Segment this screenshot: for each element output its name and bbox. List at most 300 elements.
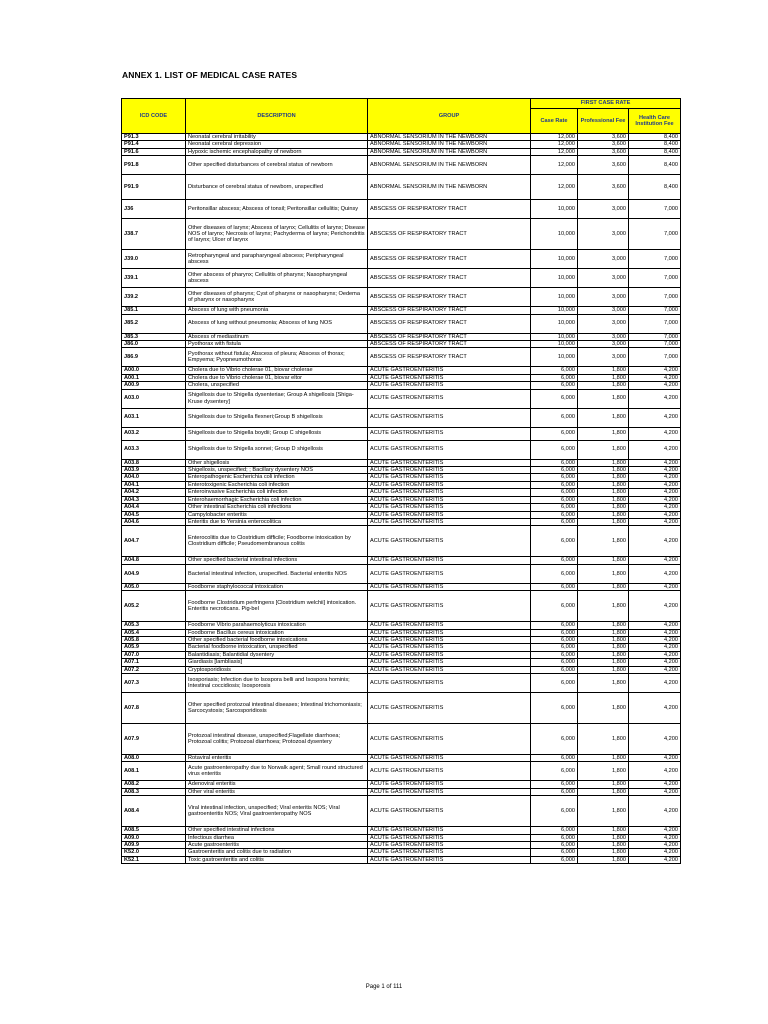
table-row bbox=[122, 341, 681, 348]
description-cell: Bacterial intestinal infection, unspecified. Bacterial enteritis NOS bbox=[186, 564, 368, 583]
table-body bbox=[122, 134, 681, 864]
professional-fee-cell: 1,800 bbox=[578, 518, 629, 525]
professional-fee-cell: 1,800 bbox=[578, 659, 629, 666]
table-row bbox=[122, 754, 681, 761]
table-row bbox=[122, 148, 681, 155]
description-cell: Infectious diarrhea bbox=[186, 834, 368, 841]
icd-code-cell: A07.9 bbox=[122, 723, 186, 754]
icd-code-cell: J85.2 bbox=[122, 314, 186, 333]
table-row bbox=[122, 564, 681, 583]
hci-fee-cell: 7,000 bbox=[629, 219, 681, 250]
group-cell: ACUTE GASTROENTERITIS bbox=[368, 827, 531, 834]
professional-fee-cell: 3,000 bbox=[578, 348, 629, 367]
group-cell: ACUTE GASTROENTERITIS bbox=[368, 644, 531, 651]
table-row bbox=[122, 526, 681, 557]
hci-fee-cell: 4,200 bbox=[629, 427, 681, 440]
case-rate-cell: 6,000 bbox=[531, 723, 578, 754]
hci-fee-cell: 4,200 bbox=[629, 827, 681, 834]
hci-fee-cell: 4,200 bbox=[629, 459, 681, 466]
icd-code-cell: A07.8 bbox=[122, 692, 186, 723]
description-cell: Neonatal cerebral irritability bbox=[186, 134, 368, 141]
professional-fee-cell: 1,800 bbox=[578, 842, 629, 849]
hci-fee-cell: 4,200 bbox=[629, 518, 681, 525]
case-rate-cell: 12,000 bbox=[531, 156, 578, 175]
description-cell: Shigellosis due to Shigella dysenteriae; Group A shigellosis [Shiga-Kruse dysentery] bbox=[186, 389, 368, 408]
group-cell: ACUTE GASTROENTERITIS bbox=[368, 622, 531, 629]
table-row bbox=[122, 788, 681, 795]
table-row bbox=[122, 156, 681, 175]
case-rate-cell: 12,000 bbox=[531, 134, 578, 141]
icd-code-cell: J39.0 bbox=[122, 250, 186, 269]
table-row bbox=[122, 134, 681, 141]
case-rate-cell: 10,000 bbox=[531, 250, 578, 269]
description-cell: Cryptosporidiosis bbox=[186, 666, 368, 673]
icd-code-cell: A09.9 bbox=[122, 842, 186, 849]
case-rate-cell: 6,000 bbox=[531, 467, 578, 474]
group-cell: ACUTE GASTROENTERITIS bbox=[368, 408, 531, 427]
description-cell: Enterohaemorrhagic Escherichia coli infection bbox=[186, 496, 368, 503]
professional-fee-cell: 1,800 bbox=[578, 762, 629, 781]
icd-code-cell: J86.9 bbox=[122, 348, 186, 367]
group-cell: ACUTE GASTROENTERITIS bbox=[368, 481, 531, 488]
table-row bbox=[122, 141, 681, 148]
case-rate-cell: 6,000 bbox=[531, 591, 578, 622]
table-row bbox=[122, 440, 681, 459]
case-rate-cell: 6,000 bbox=[531, 673, 578, 692]
hci-fee-cell: 4,200 bbox=[629, 382, 681, 389]
table-row bbox=[122, 374, 681, 381]
hci-fee-cell: 8,400 bbox=[629, 156, 681, 175]
table-row bbox=[122, 796, 681, 827]
professional-fee-cell: 3,000 bbox=[578, 288, 629, 307]
description-cell: Protozoal intestinal disease, unspecified;Flagellate diarrhoea; Protozoal colitis; Protozoal diarrhoea; Protozoal dysentery bbox=[186, 723, 368, 754]
icd-code-cell: A07.1 bbox=[122, 659, 186, 666]
case-rate-cell: 6,000 bbox=[531, 856, 578, 863]
table-row bbox=[122, 856, 681, 863]
icd-code-cell: A05.3 bbox=[122, 622, 186, 629]
group-cell: ACUTE GASTROENTERITIS bbox=[368, 583, 531, 590]
header-health-care-institution-fee: Health Care Institution Fee bbox=[629, 109, 681, 134]
table-row bbox=[122, 200, 681, 219]
professional-fee-cell: 1,800 bbox=[578, 489, 629, 496]
hci-fee-cell: 4,200 bbox=[629, 504, 681, 511]
group-cell: ACUTE GASTROENTERITIS bbox=[368, 723, 531, 754]
hci-fee-cell: 4,200 bbox=[629, 651, 681, 658]
group-cell: ACUTE GASTROENTERITIS bbox=[368, 856, 531, 863]
case-rate-cell: 6,000 bbox=[531, 408, 578, 427]
hci-fee-cell: 4,200 bbox=[629, 723, 681, 754]
group-cell: ABSCESS OF RESPIRATORY TRACT bbox=[368, 307, 531, 314]
professional-fee-cell: 3,600 bbox=[578, 141, 629, 148]
case-rate-cell: 6,000 bbox=[531, 629, 578, 636]
group-cell: ACUTE GASTROENTERITIS bbox=[368, 382, 531, 389]
group-cell: ACUTE GASTROENTERITIS bbox=[368, 762, 531, 781]
group-cell: ACUTE GASTROENTERITIS bbox=[368, 440, 531, 459]
group-cell: ABNORMAL SENSORIUM IN THE NEWBORN bbox=[368, 175, 531, 200]
table-row bbox=[122, 636, 681, 643]
description-cell: Peritonsillar abscess; Abscess of tonsil; Peritonsillar cellulitis; Quinsy bbox=[186, 200, 368, 219]
hci-fee-cell: 4,200 bbox=[629, 622, 681, 629]
hci-fee-cell: 7,000 bbox=[629, 341, 681, 348]
hci-fee-cell: 7,000 bbox=[629, 200, 681, 219]
professional-fee-cell: 3,000 bbox=[578, 314, 629, 333]
icd-code-cell: A09.0 bbox=[122, 834, 186, 841]
professional-fee-cell: 3,000 bbox=[578, 333, 629, 340]
professional-fee-cell: 1,800 bbox=[578, 723, 629, 754]
hci-fee-cell: 4,200 bbox=[629, 644, 681, 651]
case-rate-cell: 6,000 bbox=[531, 636, 578, 643]
description-cell: Rotaviral enteritis bbox=[186, 754, 368, 761]
hci-fee-cell: 4,200 bbox=[629, 849, 681, 856]
case-rate-cell: 6,000 bbox=[531, 382, 578, 389]
header-case-rate: Case Rate bbox=[531, 109, 578, 134]
hci-fee-cell: 4,200 bbox=[629, 692, 681, 723]
case-rate-cell: 10,000 bbox=[531, 341, 578, 348]
table-row bbox=[122, 781, 681, 788]
icd-code-cell: A08.1 bbox=[122, 762, 186, 781]
description-cell: Abscess of lung with pneumonia bbox=[186, 307, 368, 314]
description-cell: Other specified protozoal intestinal diseases; Intestinal trichomoniasis; Sarcocystosis; Sarcosporidiosis bbox=[186, 692, 368, 723]
icd-code-cell: P91.6 bbox=[122, 148, 186, 155]
hci-fee-cell: 7,000 bbox=[629, 314, 681, 333]
table-row bbox=[122, 629, 681, 636]
table-row bbox=[122, 269, 681, 288]
professional-fee-cell: 1,800 bbox=[578, 511, 629, 518]
hci-fee-cell: 4,200 bbox=[629, 673, 681, 692]
icd-code-cell: A08.0 bbox=[122, 754, 186, 761]
table-row bbox=[122, 518, 681, 525]
description-cell: Other diseases of larynx; Abscess of larynx; Cellulitis of larynx; Disease NOS of larynx; Necrosis of larynx; Pachyderma of larynx; Perichondritis of larynx; Ulcer of larynx bbox=[186, 219, 368, 250]
hci-fee-cell: 4,200 bbox=[629, 842, 681, 849]
icd-code-cell: A00.1 bbox=[122, 374, 186, 381]
professional-fee-cell: 3,000 bbox=[578, 269, 629, 288]
icd-code-cell: A07.2 bbox=[122, 666, 186, 673]
professional-fee-cell: 1,800 bbox=[578, 591, 629, 622]
case-rate-cell: 6,000 bbox=[531, 692, 578, 723]
group-cell: ABNORMAL SENSORIUM IN THE NEWBORN bbox=[368, 148, 531, 155]
group-cell: ACUTE GASTROENTERITIS bbox=[368, 467, 531, 474]
hci-fee-cell: 8,400 bbox=[629, 175, 681, 200]
case-rate-cell: 6,000 bbox=[531, 459, 578, 466]
professional-fee-cell: 1,800 bbox=[578, 644, 629, 651]
description-cell: Other intestinal Escherichia coli infections bbox=[186, 504, 368, 511]
professional-fee-cell: 3,600 bbox=[578, 175, 629, 200]
group-cell: ACUTE GASTROENTERITIS bbox=[368, 754, 531, 761]
table-row bbox=[122, 842, 681, 849]
table-row bbox=[122, 511, 681, 518]
icd-code-cell: J39.1 bbox=[122, 269, 186, 288]
description-cell: Abscess of lung without pneumonia; Abscess of lung NOS bbox=[186, 314, 368, 333]
table-row bbox=[122, 489, 681, 496]
case-rate-cell: 6,000 bbox=[531, 374, 578, 381]
hci-fee-cell: 7,000 bbox=[629, 307, 681, 314]
icd-code-cell: A05.4 bbox=[122, 629, 186, 636]
hci-fee-cell: 7,000 bbox=[629, 250, 681, 269]
table-row bbox=[122, 762, 681, 781]
description-cell: Adenoviral enteritis bbox=[186, 781, 368, 788]
description-cell: Retropharyngeal and parapharyngeal abscess; Peripharyngeal abscess bbox=[186, 250, 368, 269]
icd-code-cell: A08.3 bbox=[122, 788, 186, 795]
professional-fee-cell: 1,800 bbox=[578, 629, 629, 636]
professional-fee-cell: 1,800 bbox=[578, 504, 629, 511]
group-cell: ACUTE GASTROENTERITIS bbox=[368, 374, 531, 381]
description-cell: Enteropathogenic Escherichia coli infection bbox=[186, 474, 368, 481]
description-cell: Shigellosis due to Shigella boydii; Group C shigellosis bbox=[186, 427, 368, 440]
description-cell: Enterocolitis due to Clostridium difficile; Foodborne intoxication by Clostridium difficile; Pseudomembranous colitis bbox=[186, 526, 368, 557]
group-cell: ABSCESS OF RESPIRATORY TRACT bbox=[368, 333, 531, 340]
description-cell: Neonatal cerebral depression bbox=[186, 141, 368, 148]
icd-code-cell: P91.4 bbox=[122, 141, 186, 148]
group-cell: ABSCESS OF RESPIRATORY TRACT bbox=[368, 219, 531, 250]
professional-fee-cell: 1,800 bbox=[578, 666, 629, 673]
table-row bbox=[122, 583, 681, 590]
group-cell: ACUTE GASTROENTERITIS bbox=[368, 849, 531, 856]
table-row bbox=[122, 314, 681, 333]
case-rate-cell: 10,000 bbox=[531, 307, 578, 314]
group-cell: ACUTE GASTROENTERITIS bbox=[368, 781, 531, 788]
hci-fee-cell: 4,200 bbox=[629, 489, 681, 496]
hci-fee-cell: 4,200 bbox=[629, 856, 681, 863]
table-row bbox=[122, 591, 681, 622]
hci-fee-cell: 4,200 bbox=[629, 659, 681, 666]
table-row bbox=[122, 651, 681, 658]
hci-fee-cell: 4,200 bbox=[629, 389, 681, 408]
hci-fee-cell: 7,000 bbox=[629, 348, 681, 367]
group-cell: ACUTE GASTROENTERITIS bbox=[368, 788, 531, 795]
header-professional-fee: Professional Fee bbox=[578, 109, 629, 134]
group-cell: ABSCESS OF RESPIRATORY TRACT bbox=[368, 288, 531, 307]
description-cell: Other specified disturbances of cerebral status of newborn bbox=[186, 156, 368, 175]
icd-code-cell: A03.2 bbox=[122, 427, 186, 440]
case-rate-cell: 12,000 bbox=[531, 175, 578, 200]
case-rate-cell: 6,000 bbox=[531, 511, 578, 518]
professional-fee-cell: 1,800 bbox=[578, 781, 629, 788]
icd-code-cell: A07.0 bbox=[122, 651, 186, 658]
hci-fee-cell: 4,200 bbox=[629, 564, 681, 583]
case-rate-cell: 10,000 bbox=[531, 314, 578, 333]
professional-fee-cell: 1,800 bbox=[578, 496, 629, 503]
hci-fee-cell: 4,200 bbox=[629, 526, 681, 557]
case-rate-cell: 6,000 bbox=[531, 666, 578, 673]
table-row bbox=[122, 467, 681, 474]
group-cell: ACUTE GASTROENTERITIS bbox=[368, 834, 531, 841]
group-cell: ACUTE GASTROENTERITIS bbox=[368, 474, 531, 481]
hci-fee-cell: 4,200 bbox=[629, 496, 681, 503]
group-cell: ACUTE GASTROENTERITIS bbox=[368, 526, 531, 557]
icd-code-cell: A03.9 bbox=[122, 467, 186, 474]
hci-fee-cell: 4,200 bbox=[629, 467, 681, 474]
hci-fee-cell: 7,000 bbox=[629, 269, 681, 288]
icd-code-cell: A08.4 bbox=[122, 796, 186, 827]
group-cell: ABNORMAL SENSORIUM IN THE NEWBORN bbox=[368, 134, 531, 141]
icd-code-cell: A04.7 bbox=[122, 526, 186, 557]
professional-fee-cell: 1,800 bbox=[578, 856, 629, 863]
case-rate-cell: 6,000 bbox=[531, 504, 578, 511]
group-cell: ACUTE GASTROENTERITIS bbox=[368, 564, 531, 583]
group-cell: ACUTE GASTROENTERITIS bbox=[368, 504, 531, 511]
case-rate-cell: 6,000 bbox=[531, 659, 578, 666]
hci-fee-cell: 4,200 bbox=[629, 374, 681, 381]
icd-code-cell: A04.4 bbox=[122, 504, 186, 511]
description-cell: Disturbance of cerebral status of newborn, unspecified bbox=[186, 175, 368, 200]
professional-fee-cell: 1,800 bbox=[578, 367, 629, 374]
header-first-case-rate: FIRST CASE RATE bbox=[531, 99, 681, 109]
hci-fee-cell: 4,200 bbox=[629, 666, 681, 673]
table-row bbox=[122, 692, 681, 723]
icd-code-cell: J85.1 bbox=[122, 307, 186, 314]
description-cell: Other specified bacterial foodborne intoxications bbox=[186, 636, 368, 643]
description-cell: Bacterial foodborne intoxication, unspecified bbox=[186, 644, 368, 651]
hci-fee-cell: 8,400 bbox=[629, 148, 681, 155]
group-cell: ACUTE GASTROENTERITIS bbox=[368, 389, 531, 408]
table-row bbox=[122, 723, 681, 754]
group-cell: ABSCESS OF RESPIRATORY TRACT bbox=[368, 200, 531, 219]
case-rate-cell: 6,000 bbox=[531, 754, 578, 761]
table-row bbox=[122, 557, 681, 564]
table-row bbox=[122, 427, 681, 440]
professional-fee-cell: 1,800 bbox=[578, 526, 629, 557]
professional-fee-cell: 3,000 bbox=[578, 250, 629, 269]
table-row bbox=[122, 219, 681, 250]
professional-fee-cell: 1,800 bbox=[578, 440, 629, 459]
case-rate-cell: 6,000 bbox=[531, 496, 578, 503]
group-cell: ACUTE GASTROENTERITIS bbox=[368, 459, 531, 466]
professional-fee-cell: 1,800 bbox=[578, 557, 629, 564]
table-row bbox=[122, 673, 681, 692]
icd-code-cell: A03.8 bbox=[122, 459, 186, 466]
group-cell: ACUTE GASTROENTERITIS bbox=[368, 367, 531, 374]
group-cell: ACUTE GASTROENTERITIS bbox=[368, 518, 531, 525]
professional-fee-cell: 3,600 bbox=[578, 134, 629, 141]
description-cell: Other abscess of pharynx; Cellulitis of pharynx; Nasopharyngeal abscess bbox=[186, 269, 368, 288]
case-rate-cell: 6,000 bbox=[531, 849, 578, 856]
case-rate-cell: 6,000 bbox=[531, 489, 578, 496]
case-rate-cell: 6,000 bbox=[531, 651, 578, 658]
header-description: DESCRIPTION bbox=[186, 99, 368, 134]
case-rate-cell: 10,000 bbox=[531, 288, 578, 307]
group-cell: ABSCESS OF RESPIRATORY TRACT bbox=[368, 314, 531, 333]
hci-fee-cell: 8,400 bbox=[629, 134, 681, 141]
icd-code-cell: P91.3 bbox=[122, 134, 186, 141]
description-cell: Cholera, unspecified bbox=[186, 382, 368, 389]
case-rate-cell: 10,000 bbox=[531, 219, 578, 250]
hci-fee-cell: 4,200 bbox=[629, 511, 681, 518]
case-rate-cell: 6,000 bbox=[531, 526, 578, 557]
description-cell: Acute gastroenteritis bbox=[186, 842, 368, 849]
icd-code-cell: A03.3 bbox=[122, 440, 186, 459]
description-cell: Foodborne Clostridium perfringens [Clostridium welchii] intoxication. Enteritis necroticans. Pig-bel bbox=[186, 591, 368, 622]
professional-fee-cell: 1,800 bbox=[578, 622, 629, 629]
icd-code-cell: J85.3 bbox=[122, 333, 186, 340]
hci-fee-cell: 4,200 bbox=[629, 481, 681, 488]
description-cell: Other shigellosis bbox=[186, 459, 368, 466]
case-rate-cell: 6,000 bbox=[531, 389, 578, 408]
description-cell: Other specified bacterial intestinal infections bbox=[186, 557, 368, 564]
description-cell: Enteroinvasive Escherichia coli infection bbox=[186, 489, 368, 496]
icd-code-cell: J39.2 bbox=[122, 288, 186, 307]
professional-fee-cell: 1,800 bbox=[578, 636, 629, 643]
group-cell: ABSCESS OF RESPIRATORY TRACT bbox=[368, 250, 531, 269]
icd-code-cell: K52.1 bbox=[122, 856, 186, 863]
case-rate-cell: 6,000 bbox=[531, 644, 578, 651]
icd-code-cell: A05.8 bbox=[122, 636, 186, 643]
table-row bbox=[122, 827, 681, 834]
case-rate-cell: 6,000 bbox=[531, 842, 578, 849]
hci-fee-cell: 4,200 bbox=[629, 591, 681, 622]
case-rate-cell: 6,000 bbox=[531, 762, 578, 781]
hci-fee-cell: 4,200 bbox=[629, 367, 681, 374]
case-rate-cell: 6,000 bbox=[531, 788, 578, 795]
hci-fee-cell: 4,200 bbox=[629, 440, 681, 459]
professional-fee-cell: 3,000 bbox=[578, 219, 629, 250]
icd-code-cell: J86.0 bbox=[122, 341, 186, 348]
annex-title: ANNEX 1. LIST OF MEDICAL CASE RATES bbox=[122, 70, 298, 80]
case-rates-table bbox=[121, 98, 681, 864]
description-cell: Shigellosis due to Shigella flexneri;Group B shigellosis bbox=[186, 408, 368, 427]
table-row bbox=[122, 288, 681, 307]
header-group: GROUP bbox=[368, 99, 531, 134]
group-cell: ACUTE GASTROENTERITIS bbox=[368, 557, 531, 564]
description-cell: Shigellosis due to Shigella sonnei; Group D shigellosis bbox=[186, 440, 368, 459]
group-cell: ABSCESS OF RESPIRATORY TRACT bbox=[368, 348, 531, 367]
case-rate-cell: 10,000 bbox=[531, 269, 578, 288]
icd-code-cell: A00.9 bbox=[122, 382, 186, 389]
hci-fee-cell: 4,200 bbox=[629, 408, 681, 427]
table-row bbox=[122, 496, 681, 503]
professional-fee-cell: 3,000 bbox=[578, 341, 629, 348]
professional-fee-cell: 1,800 bbox=[578, 651, 629, 658]
table-row bbox=[122, 474, 681, 481]
group-cell: ACUTE GASTROENTERITIS bbox=[368, 796, 531, 827]
hci-fee-cell: 4,200 bbox=[629, 788, 681, 795]
table-row bbox=[122, 367, 681, 374]
group-cell: ACUTE GASTROENTERITIS bbox=[368, 692, 531, 723]
professional-fee-cell: 3,600 bbox=[578, 148, 629, 155]
group-cell: ACUTE GASTROENTERITIS bbox=[368, 842, 531, 849]
professional-fee-cell: 1,800 bbox=[578, 788, 629, 795]
description-cell: Giardiasis [lambliasis] bbox=[186, 659, 368, 666]
table-row bbox=[122, 250, 681, 269]
hci-fee-cell: 8,400 bbox=[629, 141, 681, 148]
description-cell: Cholera due to Vibrio cholerae 01, biovar cholerae bbox=[186, 367, 368, 374]
professional-fee-cell: 1,800 bbox=[578, 583, 629, 590]
description-cell: Foodborne Vibrio parahaemolyticus intoxication bbox=[186, 622, 368, 629]
case-rate-cell: 6,000 bbox=[531, 427, 578, 440]
table-row bbox=[122, 504, 681, 511]
group-cell: ABNORMAL SENSORIUM IN THE NEWBORN bbox=[368, 141, 531, 148]
case-rate-cell: 12,000 bbox=[531, 141, 578, 148]
table-row bbox=[122, 348, 681, 367]
description-cell: Cholera due to Vibrio cholerae 01, biovar eltor bbox=[186, 374, 368, 381]
group-cell: ACUTE GASTROENTERITIS bbox=[368, 666, 531, 673]
description-cell: Hypoxic ischemic encephalopathy of newborn bbox=[186, 148, 368, 155]
case-rate-cell: 10,000 bbox=[531, 348, 578, 367]
hci-fee-cell: 4,200 bbox=[629, 474, 681, 481]
icd-code-cell: A04.6 bbox=[122, 518, 186, 525]
group-cell: ABSCESS OF RESPIRATORY TRACT bbox=[368, 269, 531, 288]
professional-fee-cell: 1,800 bbox=[578, 427, 629, 440]
professional-fee-cell: 1,800 bbox=[578, 796, 629, 827]
professional-fee-cell: 1,800 bbox=[578, 467, 629, 474]
professional-fee-cell: 3,000 bbox=[578, 307, 629, 314]
case-rate-cell: 6,000 bbox=[531, 440, 578, 459]
case-rate-cell: 6,000 bbox=[531, 781, 578, 788]
professional-fee-cell: 1,800 bbox=[578, 408, 629, 427]
icd-code-cell: J36 bbox=[122, 200, 186, 219]
case-rate-cell: 6,000 bbox=[531, 834, 578, 841]
case-rate-cell: 6,000 bbox=[531, 474, 578, 481]
table-row bbox=[122, 382, 681, 389]
